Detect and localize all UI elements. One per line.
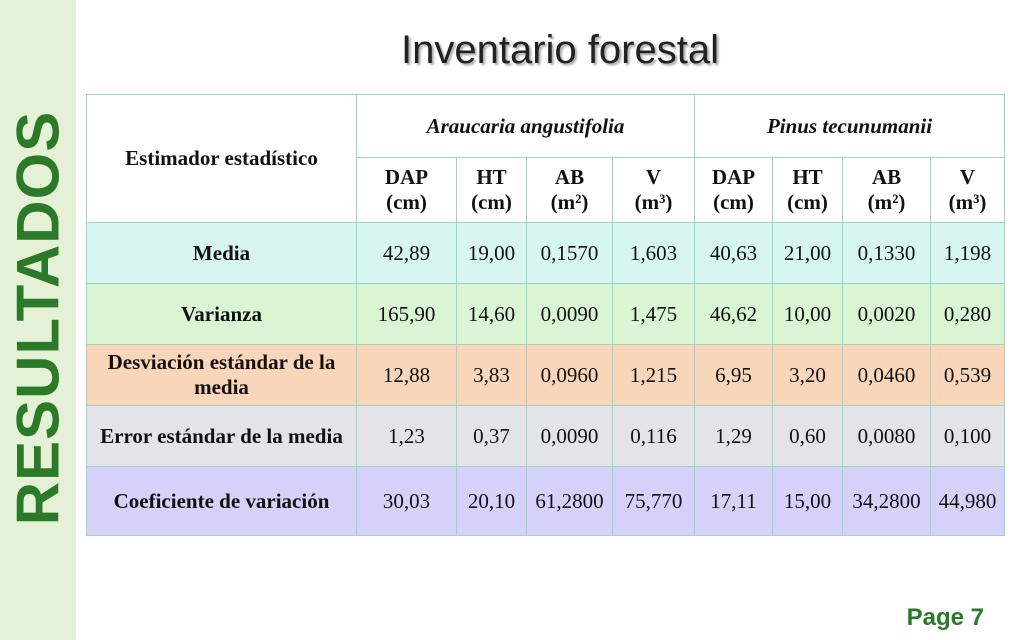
table-cell: 0,0090	[527, 284, 613, 345]
table-cell: 3,20	[773, 345, 843, 406]
page-number: Page 7	[906, 604, 984, 631]
table-row-desviacion	[87, 345, 1005, 406]
table-row-error	[87, 406, 1005, 467]
column-header: V (m³)	[613, 158, 695, 223]
table-cell: 20,10	[457, 467, 527, 536]
table-cell: 0,116	[613, 406, 695, 467]
table-cell: 1,198	[931, 223, 1005, 284]
table-cell: 1,29	[695, 406, 773, 467]
table-cell: 0,280	[931, 284, 1005, 345]
table-cell: 34,2800	[843, 467, 931, 536]
row-label: Varianza	[87, 284, 357, 345]
row-label: Media	[87, 223, 357, 284]
group-header-araucaria: Araucaria angustifolia	[357, 95, 695, 158]
table-cell: 1,215	[613, 345, 695, 406]
table-cell: 0,100	[931, 406, 1005, 467]
row-label: Error estándar de la media	[87, 406, 357, 467]
column-header: HT (cm)	[457, 158, 527, 223]
stat-header: Estimador estadístico	[87, 95, 357, 223]
table-cell: 0,0080	[843, 406, 931, 467]
sidebar	[0, 0, 76, 640]
row-label: Desviación estándar de la media	[87, 345, 357, 406]
table-cell: 19,00	[457, 223, 527, 284]
table-cell: 3,83	[457, 345, 527, 406]
table-cell: 0,0020	[843, 284, 931, 345]
statistics-table	[86, 94, 1005, 536]
table-cell: 0,1330	[843, 223, 931, 284]
table-cell: 0,0460	[843, 345, 931, 406]
table-cell: 75,770	[613, 467, 695, 536]
table-cell: 21,00	[773, 223, 843, 284]
table-cell: 42,89	[357, 223, 457, 284]
table-row-media	[87, 223, 1005, 284]
column-header: AB (m²)	[843, 158, 931, 223]
table-cell: 12,88	[357, 345, 457, 406]
table-cell: 61,2800	[527, 467, 613, 536]
table-cell: 30,03	[357, 467, 457, 536]
table-cell: 0,60	[773, 406, 843, 467]
table-cell: 46,62	[695, 284, 773, 345]
table-cell: 15,00	[773, 467, 843, 536]
table-cell: 1,475	[613, 284, 695, 345]
group-header-pinus: Pinus tecunumanii	[695, 95, 1005, 158]
row-label: Coeficiente de variación	[87, 467, 357, 536]
column-header: HT (cm)	[773, 158, 843, 223]
table-row-varianza	[87, 284, 1005, 345]
column-header: V (m³)	[931, 158, 1005, 223]
column-header: AB (m²)	[527, 158, 613, 223]
table-cell: 0,37	[457, 406, 527, 467]
table-cell: 1,23	[357, 406, 457, 467]
header-row-groups	[87, 95, 1005, 158]
table-cell: 165,90	[357, 284, 457, 345]
column-header: DAP (cm)	[357, 158, 457, 223]
column-header: DAP (cm)	[695, 158, 773, 223]
table-row-coeficiente	[87, 467, 1005, 536]
table-cell: 0,0960	[527, 345, 613, 406]
table-cell: 0,539	[931, 345, 1005, 406]
page-title: Inventario forestal	[401, 28, 719, 72]
section-title: RESULTADOS	[4, 110, 72, 526]
table-cell: 0,0090	[527, 406, 613, 467]
table-cell: 6,95	[695, 345, 773, 406]
table-cell: 40,63	[695, 223, 773, 284]
table-cell: 0,1570	[527, 223, 613, 284]
table-cell: 10,00	[773, 284, 843, 345]
table-cell: 1,603	[613, 223, 695, 284]
table-cell: 44,980	[931, 467, 1005, 536]
table-cell: 17,11	[695, 467, 773, 536]
table-cell: 14,60	[457, 284, 527, 345]
